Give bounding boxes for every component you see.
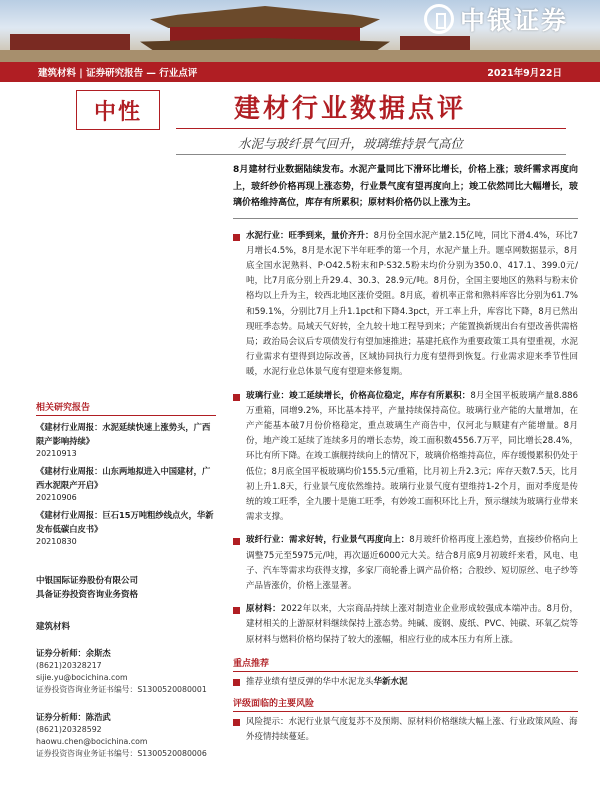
bullet-text (246, 533, 578, 594)
banner-ground (0, 50, 600, 62)
recommendation-text: 推荐业绩有望反弹的华中水泥龙头 (246, 676, 374, 687)
firm-name: 中银国际证券股份有限公司 (36, 576, 139, 586)
report-category: 建筑材料 | 证券研究报告 — 行业点评 (38, 68, 198, 79)
recommendation-section (233, 656, 578, 690)
bullet-body: 8月全国平板玻璃产量8.886万重箱，同增9.2%，环比基本持平，产量持续保持高位。玻璃行业产能的大量增加，在产产能基本破7月份价格稳定，重点玻璃生产商告中，仅河北与顺建有产能增量。8月份，地产竣工延续了连续多月的增长态势，竣工面积数4556.7万平，同比增长28.4%，环比有所下降。在竣工旗舰持续向上的情况下，玻璃价格维持高位，库存缓慢累积仍处于低位；8月底全国平板玻璃均价155.5元/重箱，比月初上升2.3元；库存天数7.5天，比月初上升1.8天，行业景气度依然维持。玻璃行业景气度有望维持1-2个月，面对季度是传统的竣工旺季，全九腰十是施工旺季，有妙竣工面积环比上升，预示继续为玻璃行业带来需求支撑。 (246, 390, 578, 523)
analyst-name: 证券分析师：陈浩武 (36, 712, 111, 722)
bullet-square-icon (233, 234, 240, 241)
subtitle-divider (176, 154, 566, 155)
related-report-date: 20210913 (36, 449, 77, 458)
analyst-phone: (8621)20328217 (36, 661, 102, 670)
analyst-name: 证券分析师：余斯杰 (36, 648, 111, 658)
brand (424, 2, 568, 36)
summary-paragraph: 8月建材行业数据陆续发布。水泥产量同比下滑环比增长，价格上涨；玻纤需求再度向上，玻纤纱价格再现上涨态势，行业景气度有望再度向上；竣工依然同比大幅增长，玻璃价格维持高位，库存有所累积；原材料价格仍以上涨为主。 (233, 165, 578, 208)
bullet-raw-materials (233, 602, 578, 648)
bullet-square-icon (233, 607, 240, 614)
risk-heading: 评级面临的主要风险 (233, 696, 578, 712)
bank-of-china-logo-icon (424, 4, 454, 34)
banner-palace-roof (150, 6, 380, 28)
related-report-title: 《建材行业周报：山东两地拟进入中国建材，广西水泥限产开启》 (36, 466, 211, 490)
brand-name: 中银证券 (460, 6, 569, 35)
related-report-date: 20210830 (36, 537, 77, 546)
bullet-body: 8月玻纤价格再度上涨趋势，直接纱价格向上调整75元至5975元/吨，再次逼近6000元大关。结合8月底9月初玻纤来看，风电、电子、汽车等需求均获得支撑，多家厂商轮番上调产品价格；合股纱、短切原丝、电子纱等产品皆涨价，价格上涨显著。 (246, 535, 578, 591)
recommendation-item (233, 675, 578, 690)
main-content (233, 162, 578, 745)
bullet-head: 玻璃行业：竣工延续增长，价格高位稳定，库存有所累积： (246, 390, 471, 401)
bullet-head: 水泥行业：旺季到来，量价齐升： (246, 230, 374, 241)
related-reports-heading: 相关研究报告 (36, 400, 216, 416)
bullet-square-icon (233, 719, 240, 726)
bullet-text (246, 389, 578, 526)
related-report-item[interactable] (36, 508, 216, 548)
analyst-email[interactable]: haowu.chen@bocichina.com (36, 737, 148, 746)
analyst-block (36, 710, 216, 760)
risk-section (233, 696, 578, 745)
report-date: 2021年9月22日 (487, 68, 562, 79)
firm-qualification: 具备证券投资咨询业务资格 (36, 590, 139, 600)
analyst-license: 证券投资咨询业务证书编号：S1300520080001 (36, 685, 207, 694)
related-report-title: 《建材行业周报：巨石15万吨粗纱线点火，华新发布低碳白皮书》 (36, 510, 214, 534)
report-title: 建材行业数据点评 (234, 94, 467, 124)
related-report-item[interactable] (36, 464, 216, 504)
bullet-cement (233, 229, 578, 381)
firm-certification (36, 574, 216, 602)
bullet-text (246, 602, 578, 648)
rating-box (76, 90, 160, 130)
related-report-item[interactable] (36, 420, 216, 460)
analyst-phone: (8621)20328592 (36, 725, 102, 734)
sidebar (36, 400, 216, 760)
bullet-head: 原材料： (246, 604, 281, 615)
analyst-email[interactable]: sijie.yu@bocichina.com (36, 673, 128, 682)
report-subtitle: 水泥与玻纤景气回升，玻璃维持景气高位 (238, 136, 464, 151)
analyst-license: 证券投资咨询业务证书编号：S1300520080006 (36, 749, 207, 758)
bullet-body: 2022年以来，大宗商品持续上涨对制造业企业形成较强成本端冲击。8月份，建材相关的上游原材料继续保持上涨态势。纯碱、废钢、废纸、PVC、钝碳、环氧乙烷等原材料与燃料价格均保持了较大的涨幅，相应行业的成本压力有所上涨。 (246, 604, 578, 645)
title-divider (176, 128, 566, 129)
recommended-stock: 华新水泥 (373, 676, 408, 687)
bullet-text (246, 229, 578, 381)
rating-label: 中性 (93, 99, 142, 125)
related-report-date: 20210906 (36, 493, 77, 502)
report-info-bar (0, 62, 600, 82)
recommendation-heading: 重点推荐 (233, 656, 578, 672)
bullet-square-icon (233, 538, 240, 545)
bullet-square-icon (233, 679, 240, 686)
sector-label: 建筑材料 (36, 622, 71, 632)
bullet-square-icon (233, 394, 240, 401)
bullet-glass (233, 389, 578, 526)
summary-divider (233, 218, 578, 219)
risk-item (233, 715, 578, 745)
analyst-block (36, 646, 216, 696)
bullet-head: 玻纤行业：需求好转，行业景气再度向上： (246, 535, 410, 546)
bullet-body: 8月份全国水泥产量2.15亿吨，同比下滑4.4%，环比7月增长4.5%，8月是水泥下半年旺季的第一个月，水泥产量上升。题卓网数据显示，8月底全国水泥熟料、P·O42.5粉末和P·S32.5粉末均价分别为350.0、417.1、399.0元/吨，比7月底分别上升29.4、30.3、28.9元/吨。8月份，全国主要地区的熟料与粉末价格均以上升为主，较西北地区涨价受阻。8月底，着机率正常和熟料库容比分别为61.7%和59.1%，分别比7月上升1.1pct和下降4.3pct，开工率上升，库容比下降，8月已然出现旺季态势。局域天气好转，全九较十地工程导到来；产能置换新规出台有望改善供需格局；政治局会议后专项债发行有望加速推进；基建托底作为重要政策工具有望重视，水泥行业需求有望得到边际改善，区域协同执行力度有望得到恢复。行业需求迎来季节性回暖，水泥行业总体景气度有望迎来修复期。 (246, 230, 578, 378)
recommendation-text-wrap (246, 675, 408, 690)
bullet-fiberglass (233, 533, 578, 594)
related-report-title: 《建材行业周报：水泥延续快速上涨势头，广西限产影响持续》 (36, 422, 211, 446)
risk-text: 风险提示：水泥行业景气度复苏不及预期、原材料价格继续大幅上涨、行业政策风险、海外疫情持续蔓延。 (246, 716, 578, 742)
header-banner-image (0, 0, 600, 62)
